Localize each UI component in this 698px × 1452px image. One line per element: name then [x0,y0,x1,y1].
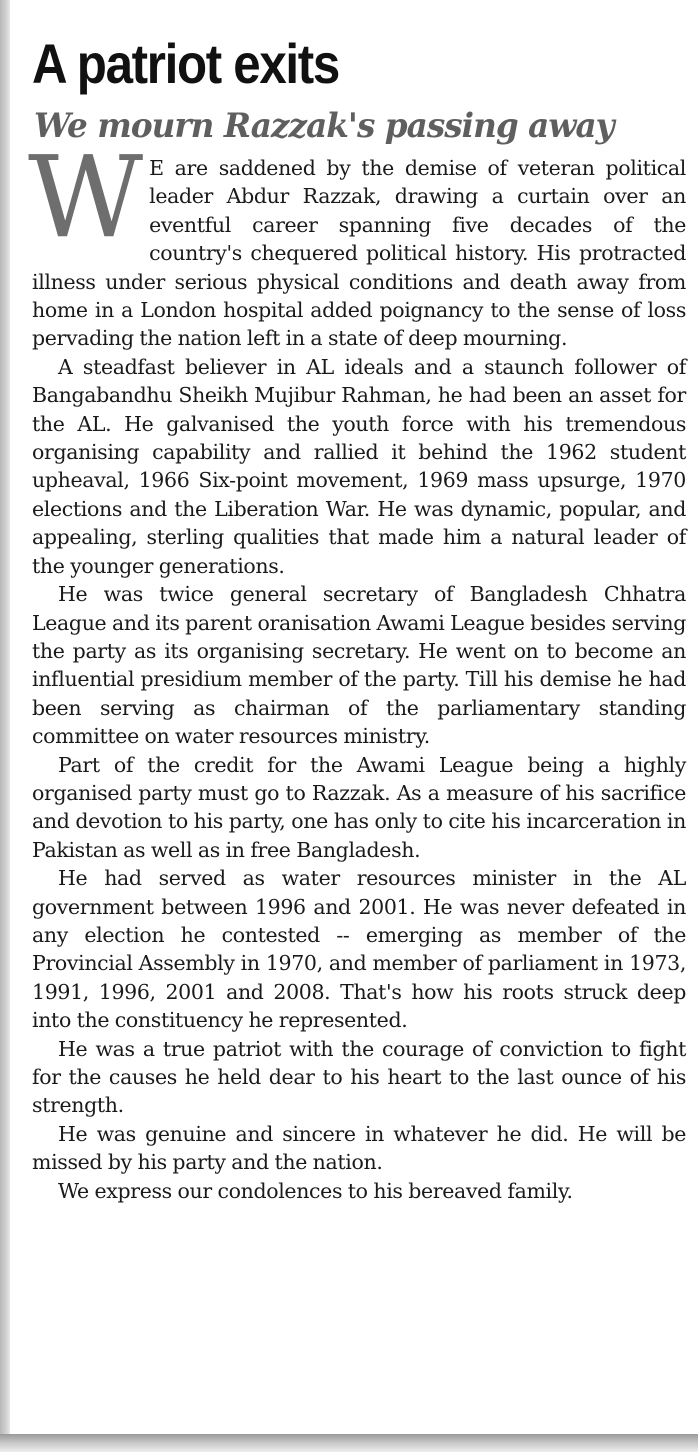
paragraph-6: He was a true patriot with the courage of conviction to fight for the causes he held dear to his heart to the last ounce of his strength. [32,1036,686,1118]
article-body [28,133,686,1205]
left-border-shadow [0,0,10,1434]
bottom-border-shadow [0,1434,698,1452]
paragraph-7: He was genuine and sincere in whatever he did. He will be missed by his party and the nation. [32,1121,686,1175]
paragraph-4: Part of the credit for the Awami League being a highly organised party must go to Razzak. As a measure of his sacrifice and devotion to his party, one has only to cite his incarceration in Pakistan as well as in free Bangladesh. [32,752,686,862]
drop-cap: W [28,133,144,263]
paragraph-3: He was twice general secretary of Bangladesh Chhatra League and its parent oranisation Awami League besides serving the party as its organising secretary. He went on to become an influential presidium member of the party. Till his demise he had been serving as chairman of the parliamentary standing committee on water resources ministry. [32,582,686,749]
headline: A patriot exits [32,32,339,95]
paragraph-2: A steadfast believer in AL ideals and a staunch follower of Bangabandhu Sheikh Mujibur Rahman, he had been an asset for the AL. He galvanised the youth force with his tremendous organising capability and rallied it behind the 1962 student upheaval, 1966 Six-point movement, 1969 mass upsurge, 1970 elections and the Liberation War. He was dynamic, popular, and appealing, sterling qualities that made him a natural leader of the younger generations. [32,354,686,578]
editorial-article [28,28,686,1205]
subheadline: We mourn Razzak's passing away [34,106,614,146]
paragraph-1 [28,133,686,353]
paragraph-5: He had served as water resources minister in the AL government between 1996 and 2001. He was never defeated in any election he contested -- emerging as member of the Provincial Assembly in 1970, and member of parliament in 1973, 1991, 1996, 2001 and 2008. That's how his roots struck deep into the constituency he represented. [32,866,686,1033]
paragraph-1-text: E are saddened by the demise of veteran political leader Abdur Razzak, drawing a curtain over an eventful career spanning five decades of the country's chequered political history. His protracted illness under serious physical conditions and death away from home in a London hospital added poignancy to the sense of loss pervading the nation left in a state of deep mourning. [32,156,686,351]
paragraph-8: We express our condolences to his bereaved family. [58,1178,573,1203]
